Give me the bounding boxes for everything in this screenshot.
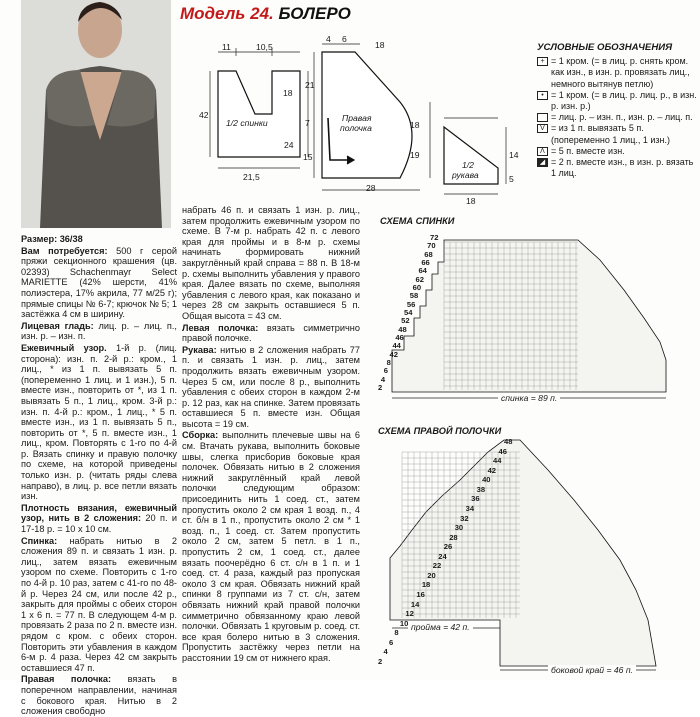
row-number: 70: [427, 241, 436, 251]
legend-item: [537, 123, 699, 145]
legend-text: = 5 п. вместе изн.: [551, 145, 625, 156]
dim-label: 4: [326, 34, 331, 44]
row-number: 26: [443, 542, 453, 552]
front-piece-label: Правая: [342, 113, 372, 123]
sleeves-heading: Рукава:: [182, 344, 217, 355]
legend-item: [537, 56, 699, 90]
row-number: 60: [412, 283, 422, 292]
dim-label: 19: [410, 150, 420, 160]
bramble-text: 1-й р. (лиц. сторона): изн. п. 2-й р.: кром., 1 лиц., * из 1 п. вывязать 5 п. (попеременно 1 лиц. и 1 изн.), 5 п. вместе изн., повторить от *, из 1 п. вывязать 5 п., 1 лиц., кром. 3-й р.: изн. п. 4-й р.: кром., 1 лиц., * 5 п. вместе изн., из 1 п. вывязать 5 п., повторить от *, 5 п. вместе изн., 1 лиц., кром. Повторять с 1-го по 4-й р. Вязать спинку и правую полочку по схеме, на которой приведены только изн. р. (читать ряды слева направо), в лиц. р. все петли вязать изн.: [21, 342, 177, 502]
row-number: 38: [476, 484, 486, 494]
armhole-stitch-count: пройма = 42 п.: [408, 622, 473, 632]
decrease5-symbol-icon: Λ: [537, 147, 548, 156]
size-line: Размер: 36/38: [21, 234, 83, 244]
dim-label: 18: [375, 40, 385, 50]
row-number: 42: [389, 349, 398, 359]
gauge-heading: Плотность вязания, ежевичный узор, нить в 2 сложения:: [21, 502, 177, 524]
row-number: 14: [410, 599, 420, 609]
row-number: 10: [399, 618, 409, 628]
legend-item: [537, 112, 699, 123]
row-number: 24: [438, 551, 447, 561]
row-number: 44: [392, 341, 401, 351]
row-number: 44: [493, 456, 502, 466]
dim-label: 21: [305, 80, 315, 90]
row-number: 62: [415, 274, 424, 284]
row-number: 2: [378, 657, 383, 666]
row-number: 22: [432, 561, 442, 571]
legend-heading: УСЛОВНЫЕ ОБОЗНАЧЕНИЯ: [537, 42, 673, 53]
row-number: 32: [460, 513, 469, 523]
instructions-column-2: [182, 205, 360, 680]
left-front-heading: Левая полочка:: [182, 322, 259, 333]
dim-label: 15: [303, 152, 313, 162]
row-number: 52: [401, 316, 410, 326]
stockinette-heading: Лицевая гладь:: [21, 320, 94, 331]
legend-item: [537, 157, 699, 179]
purl-symbol-icon: [537, 113, 548, 122]
model-photo: [21, 0, 171, 228]
back-heading: Спинка:: [21, 535, 58, 546]
row-number: 8: [386, 358, 391, 367]
dim-label: 6: [342, 34, 347, 44]
dim-label: 21,5: [243, 172, 260, 182]
increase-symbol-icon: V: [537, 124, 548, 133]
sleeve-piece-label: 1/2: [462, 160, 474, 170]
dim-label: 18: [283, 88, 293, 98]
row-number: 12: [405, 609, 414, 619]
dim-label: 11: [222, 42, 231, 52]
legend-item: [537, 146, 699, 157]
dim-label: 10,5: [256, 42, 273, 52]
model-number: Модель 24.: [180, 4, 274, 23]
back-text: набрать нитью в 2 сложения 89 п. и связать 1 изн. р. лиц., затем вязать ежевичным узором по схеме. Повторить с 1-го по 4-й р. 10 раз, затем с 41-го по 48-й р. Через 24 см, или после 42 р., закрыть для проймы с обеих сторон 1 х 6 п. = 77 п. В следующем 4-м р. провязать 2 раза по 2 п. вместе изн. рядом с кром. с обеих сторон. Повторить эти убавления в каждом 6-м р. 4 раза. Через 42 см закрыть оставшиеся 47 п.: [21, 535, 177, 673]
row-number: 4: [380, 374, 386, 384]
row-number: 16: [416, 590, 425, 600]
edge-knit-symbol-icon: •: [537, 91, 548, 100]
row-number: 8: [394, 628, 399, 638]
row-number: 66: [421, 258, 430, 267]
symbol-legend: [537, 42, 699, 179]
materials-text: 500 г серой пряжи секционного крашения (цв. 02393) Schachenmayr Select MARIETTE (42% шерсти, 41% полиэстера, 17% акрила, 77 м/25 г); прямые спицы № 6-7; крючок № 5; 1 застёжка 4 см в ширину.: [21, 245, 177, 320]
back-piece-label: 1/2 спинки: [226, 118, 268, 128]
materials-heading: Вам потребуется:: [21, 245, 108, 256]
edge-slip-symbol-icon: +: [537, 57, 548, 66]
dim-label: 24: [284, 140, 294, 150]
row-number: 6: [388, 637, 394, 647]
decrease2-symbol-icon: ◢: [537, 158, 548, 167]
row-number: 48: [398, 324, 407, 334]
dim-label: 42: [199, 110, 209, 120]
dim-label: 18: [410, 120, 420, 130]
page-title: [180, 4, 351, 24]
row-number: 2: [378, 383, 383, 392]
row-number: 36: [471, 494, 480, 504]
gauge-text: 20 п. и 17-18 р. = 10 х 10 см.: [21, 513, 178, 535]
left-front-text: вязать симметрично правой полочке.: [182, 322, 360, 344]
row-number: 4: [383, 647, 388, 657]
back-stitch-count: спинка = 89 п.: [498, 393, 560, 403]
legend-text: = 2 п. вместе изн., в изн. р. вязать 1 лиц.: [551, 157, 694, 179]
legend-item: [537, 90, 699, 112]
garment-name: БОЛЕРО: [278, 4, 351, 23]
row-number: 18: [421, 580, 431, 590]
row-number: 34: [465, 503, 475, 513]
dim-label: 7: [305, 118, 310, 128]
side-stitch-count: боковой край = 46 п.: [548, 665, 636, 675]
dim-label: 18: [466, 196, 476, 206]
row-number: 56: [406, 299, 416, 309]
row-number: 72: [430, 233, 439, 242]
row-number: 46: [498, 446, 507, 456]
sleeves-text: нитью в 2 сложения набрать 77 п. и связать 1 изн. р. лиц., затем продолжить вязать ежевичным узором. Через 5 см, или после 8 р., выполнить убавления с обеих сторон в каждом 2-м р. 12 раз, как на спинке. Затем провязать оставшиеся 5 п. вместе изн. Общая высота = 19 см.: [182, 344, 360, 429]
front-schema-title: СХЕМА ПРАВОЙ ПОЛОЧКИ: [378, 426, 502, 436]
legend-text: = 1 кром. (= в лиц. р. лиц. р., в изн. р. изн. р.): [551, 89, 697, 112]
row-number: 46: [395, 333, 404, 342]
stockinette-text: лиц. р. – лиц. п., изн. р. – изн. п.: [21, 320, 177, 342]
right-front-continued: набрать 46 п. и связать 1 изн. р. лиц., затем продолжить ежевичным узором по схеме. В 7-м р. набрать 42 п. с левого края для проймы и в 8-м р. схемы начинать формировать нижний закруглённый край справа = 88 п. В 18-м р. схемы выполнить убавления у правого края. Далее вязать по схеме, выполняя убавления с левого края, как показано и через 28 см закрыть оставшиеся 5 п. Общая высота = 43 см.: [182, 205, 360, 321]
row-number: 68: [424, 249, 433, 259]
front-schema-chart: [390, 440, 656, 666]
legend-text: = лиц. р. – изн. п., изн. р. – лиц. п.: [551, 112, 693, 123]
row-number: 64: [418, 266, 427, 276]
back-schema-title: СХЕМА СПИНКИ: [380, 216, 455, 226]
right-front-text: вязать в поперечном направлении, начиная с бокового края. Нитью в 2 сложения свободно: [21, 674, 177, 717]
row-number: 6: [383, 366, 388, 376]
row-number: 30: [454, 523, 464, 533]
dim-label: 14: [509, 150, 519, 160]
row-number: 20: [427, 570, 436, 580]
row-number: 54: [404, 308, 413, 317]
dim-label: 28: [366, 183, 376, 193]
legend-text: = 1 кром. (= в лиц. р. снять кром. как изн., в изн. р. провязать лиц., немного вытянув петлю): [551, 56, 690, 89]
right-front-heading: Правая полочка:: [21, 674, 112, 685]
assembly-heading: Сборка:: [182, 430, 219, 441]
row-number: 40: [482, 475, 491, 485]
row-number: 28: [449, 532, 458, 542]
bramble-heading: Ежевичный узор.: [21, 342, 107, 353]
instructions-column-1: [21, 234, 178, 717]
row-number: 42: [487, 465, 497, 475]
front-piece-label: полочка: [340, 123, 372, 133]
sleeve-piece-label: рукава: [452, 170, 479, 180]
back-schema-chart: [389, 240, 666, 392]
dim-label: 5: [509, 174, 514, 184]
row-number: 48: [504, 437, 513, 446]
legend-text: = из 1 п. вывязать 5 п. (попеременно 1 лиц., 1 изн.): [551, 123, 670, 145]
assembly-text: выполнить плечевые швы на 6 см. Втачать рукава, выполнить боковые швы, слегка присборив боковые края полочек. Обвязать нитью в 2 сложения нижний закруглённый край левой полочки следующим образом: присоединить нить 1 соед. ст., затем пропустить около 2 см края 1 возд. п., 4 ст. б/н в 1 п., пропустить около 2 см * 1 возд. п., 1 соед. ст. Затем пропустить около 2 см, затем 5 петл. в 1 п., пропустить 2 см, 1 соед. ст., далее вязать поочерёдно 6 ст. с/н в 1 п. и 1 соед. ст. 4 раза, каждый раз пропуская около 3 см края. Обвязать нижний край спинки 8 группами из 7 ст. с/н, затем обвязать нижний край правой полочки симметрично обвязанному краю левой полочки. Обвязать 1 круговым р. соед. ст. все края болеро нитью в 3 сложения. Пропустить застёжку через петли на расстоянии 19 см от нижнего края.: [182, 430, 360, 663]
row-number: 58: [409, 291, 419, 301]
